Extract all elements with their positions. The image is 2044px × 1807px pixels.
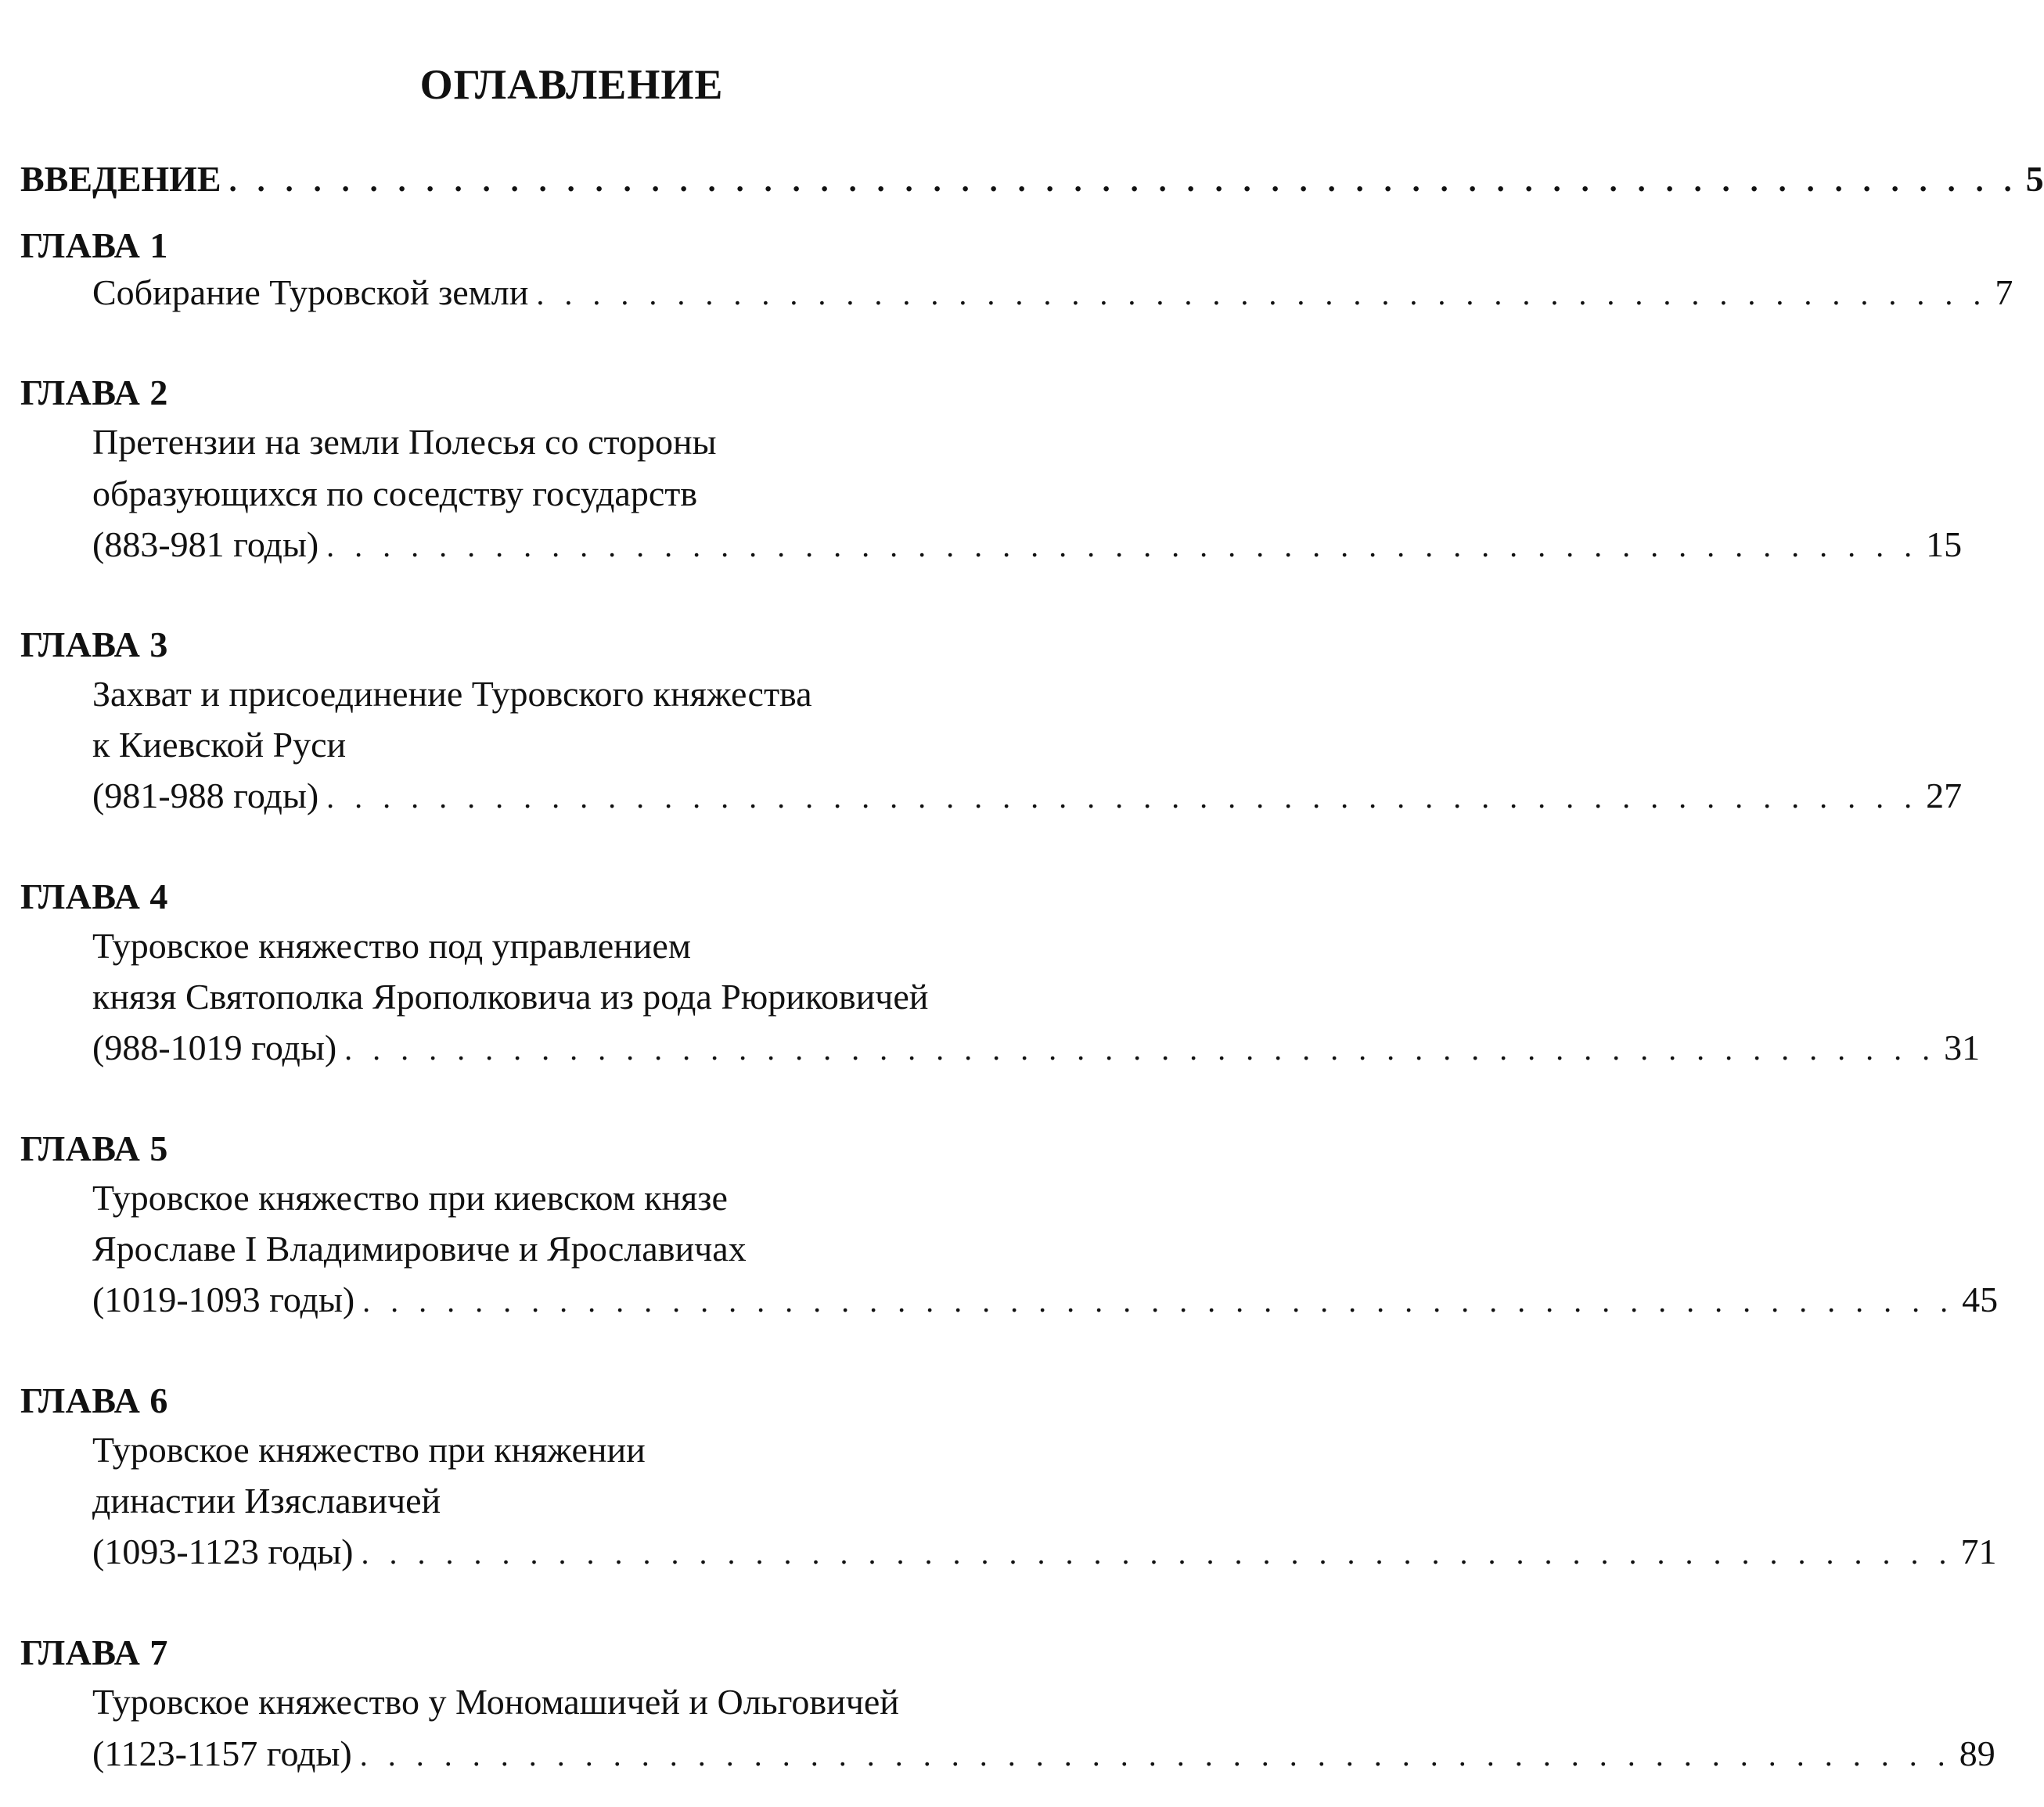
chapter-heading: ГЛАВА 2: [20, 373, 168, 412]
dot-leader: . . . . . . . . . . . . . . . . . . . . . . . . . . . . . . . . . . . . . . . . . . . . . . . . . . . .: [536, 276, 1988, 311]
dot-leader: . . . . . . . . . . . . . . . . . . . . . . . . . . . . . . . . . . . . . . . . . . . . . . . . . . . . . . . . .: [362, 1283, 1955, 1319]
chapter-title-line: князя Святополка Ярополковича из рода Рюриковичей: [92, 977, 929, 1017]
chapter-title-line: династии Изяславичей: [92, 1481, 441, 1521]
toc-entry-label: (981-988 годы): [92, 776, 319, 815]
chapter-title-line: Туровское княжество под управлением: [92, 926, 691, 966]
toc-page-number: 15: [1926, 524, 1963, 564]
toc-entry-label: (988-1019 годы): [92, 1028, 337, 1067]
toc-entry-chapter-5[interactable]: [92, 1278, 1999, 1323]
toc-entry-chapter-3[interactable]: [92, 774, 1963, 819]
toc-entry-chapter-7[interactable]: [92, 1732, 1995, 1777]
toc-entry-label: (883-981 годы): [92, 524, 319, 564]
chapter-title-line: Претензии на земли Полесья со стороны: [92, 422, 717, 462]
dot-leader: . . . . . . . . . . . . . . . . . . . . . . . . . . . . . . . . . . . . . . . . . . . . . . . . . . . . . . . . .: [344, 1031, 1937, 1067]
chapter-title-line: Ярославе I Владимировиче и Ярославичах: [92, 1229, 747, 1269]
toc-entry-chapter-4[interactable]: [92, 1026, 1981, 1071]
toc-entry-chapter-6[interactable]: [92, 1530, 1997, 1575]
chapter-title-line: Туровское княжество у Мономашичей и Ольговичей: [92, 1682, 899, 1722]
toc-entry-label: ВВЕДЕНИЕ: [20, 159, 221, 199]
toc-page-number: 27: [1926, 776, 1963, 815]
dot-leader: . . . . . . . . . . . . . . . . . . . . . . . . . . . . . . . . . . . . . . . . . . . . . . . . . . . . . . . . .: [326, 528, 1919, 563]
dot-leader: . . . . . . . . . . . . . . . . . . . . . . . . . . . . . . . . . . . . . . . . . . . . . . . . . . . . . . . . .: [326, 779, 1919, 815]
dot-leader: . . . . . . . . . . . . . . . . . . . . . . . . . . . . . . . . . . . . . . . . . . . . . . . . . . . . . . . . . . . . . . . .: [229, 163, 2018, 198]
toc-page-number: 5: [2025, 159, 2044, 199]
chapter-title-line: к Киевской Руси: [92, 725, 347, 765]
toc-entry-label: (1019-1093 годы): [92, 1280, 355, 1319]
toc-entry-chapter-1[interactable]: [92, 271, 2013, 316]
chapter-title-line: Туровское княжество при киевском князе: [92, 1178, 728, 1218]
toc-entry-chapter-2[interactable]: [92, 523, 1963, 568]
toc-entry-label: (1123-1157 годы): [92, 1733, 352, 1773]
chapter-heading: ГЛАВА 1: [20, 225, 168, 265]
chapter-heading: ГЛАВА 6: [20, 1380, 168, 1420]
chapter-heading: ГЛАВА 7: [20, 1632, 168, 1672]
chapter-heading: ГЛАВА 5: [20, 1128, 168, 1168]
dot-leader: . . . . . . . . . . . . . . . . . . . . . . . . . . . . . . . . . . . . . . . . . . . . . . . . . . . . . . . . .: [361, 1535, 1953, 1571]
chapter-heading: ГЛАВА 4: [20, 877, 168, 916]
chapter-title-line: образующихся по соседству государств: [92, 473, 698, 513]
chapter-title-line: Туровское княжество при княжении: [92, 1430, 646, 1470]
toc-page-number: 31: [1944, 1028, 1981, 1067]
dot-leader: . . . . . . . . . . . . . . . . . . . . . . . . . . . . . . . . . . . . . . . . . . . . . . . . . . . . . . . . .: [359, 1737, 1952, 1773]
toc-page-number: 89: [1959, 1733, 1995, 1773]
chapter-title-line: Захват и присоединение Туровского княжества: [92, 674, 812, 714]
toc-entry-label: (1093-1123 годы): [92, 1532, 354, 1571]
toc-entry-label: Собирание Туровской земли: [92, 272, 529, 312]
toc-page-number: 7: [1995, 272, 2013, 312]
chapter-heading: ГЛАВА 3: [20, 625, 168, 664]
toc-entry-introduction[interactable]: [20, 157, 2044, 203]
toc-page-number: 45: [1962, 1280, 1999, 1319]
page-title: ОГЛАВЛЕНИЕ: [419, 61, 724, 108]
toc-page-number: 71: [1960, 1532, 1997, 1571]
